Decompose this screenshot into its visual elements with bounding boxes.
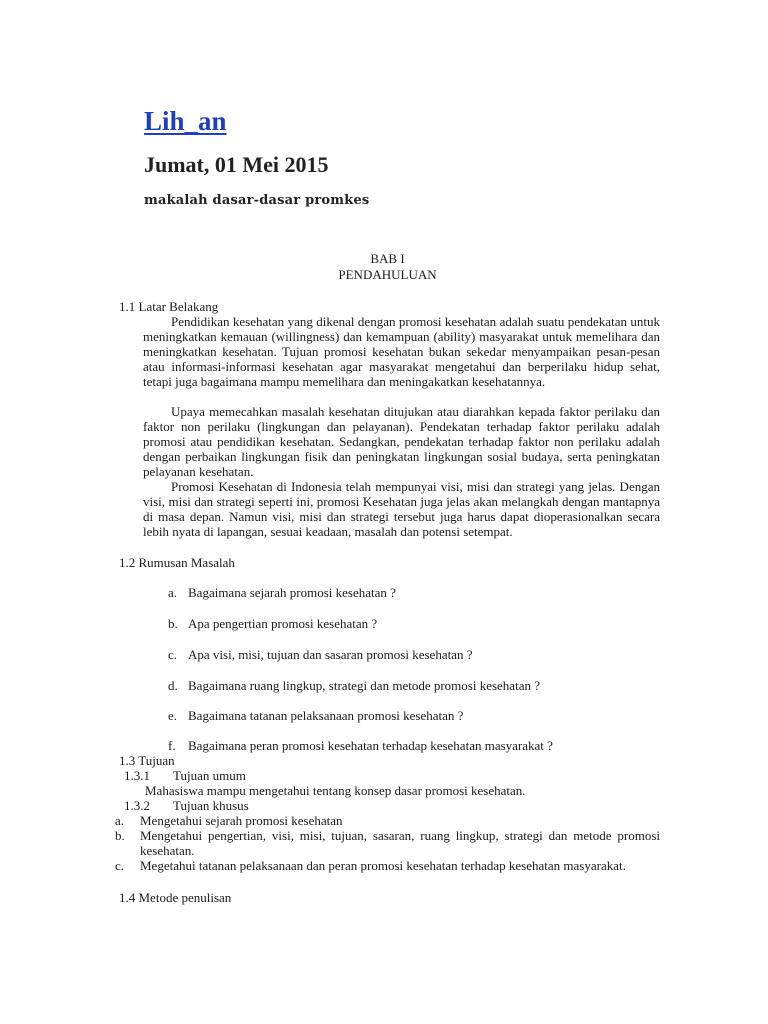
list-item-text: Bagaimana ruang lingkup, strategi dan metode promosi kesehatan ?	[188, 678, 540, 693]
list-item-text: Apa visi, misi, tujuan dan sasaran promosi kesehatan ?	[188, 647, 473, 662]
chapter-title: PENDAHULUAN	[338, 267, 437, 282]
list-item-text: Bagaimana tatanan pelaksanaan promosi kesehatan ?	[188, 708, 464, 723]
list-marker: b.	[115, 828, 125, 843]
list-marker: e.	[168, 708, 178, 723]
section-heading-1-4: 1.4 Metode penulisan	[119, 890, 232, 905]
list-marker: c.	[115, 858, 125, 873]
list-item-text: Mengetahui sejarah promosi kesehatan	[140, 813, 343, 828]
paragraph-latar-belakang-2: Upaya memecahkan masalah kesehatan ditujukan atau diarahkan kepada faktor perilaku dan faktor non perilaku (lingkungan dan pelayanan). Pendekatan terhadap faktor perilaku adalah promosi atau pendidikan kesehatan. Sedangkan, pendekatan terhadap faktor non perilaku adalah dengan perbaikan lingkungan fisik dan peningkatan lingkungan sosial budaya, serta peningkatan pelayanan kesehatan.	[143, 404, 660, 479]
chapter-number: BAB I	[370, 251, 405, 266]
subsection-number-1-3-1: 1.3.1	[124, 768, 150, 783]
list-marker: b.	[168, 616, 178, 631]
list-marker: a.	[115, 813, 125, 828]
list-marker: f.	[168, 738, 176, 753]
section-heading-1-1: 1.1 Latar Belakang	[119, 299, 219, 314]
list-marker: c.	[168, 647, 178, 662]
post-date: Jumat, 01 Mei 2015	[144, 152, 329, 177]
blog-title-link[interactable]: Lih_an	[144, 106, 227, 136]
list-marker: d.	[168, 678, 178, 693]
list-item-text: Bagaimana sejarah promosi kesehatan ?	[188, 585, 396, 600]
list-item-text: Megetahui tatanan pelaksanaan dan peran promosi kesehatan terhadap kesehatan masyarakat.	[140, 858, 626, 873]
section-heading-1-2: 1.2 Rumusan Masalah	[119, 555, 235, 570]
list-item-text: Mengetahui pengertian, visi, misi, tujuan, sasaran, ruang lingkup, strategi dan metode promosi kesehatan.	[140, 828, 660, 858]
paragraph-latar-belakang-1: Pendidikan kesehatan yang dikenal dengan promosi kesehatan adalah suatu pendekatan untuk meningkatkan kemauan (willingness) dan kemampuan (ability) masyarakat untuk memelihara dan meningkatkan kesehatan. Tujuan promosi kesehatan bukan sekedar menyampaikan pesan-pesan atau informasi-informasi kesehatan agar masyarakat mengetahui dan berperilaku hidup sehat, tetapi juga bagaimana mampu memelihara dan meningakatkan kesehatannya.	[143, 314, 660, 389]
list-item-text: Apa pengertian promosi kesehatan ?	[188, 616, 378, 631]
subsection-heading-1-3-1: Tujuan umum	[173, 768, 246, 783]
tujuan-umum-text: Mahasiswa mampu mengetahui tentang konsep dasar promosi kesehatan.	[145, 783, 526, 798]
subsection-number-1-3-2: 1.3.2	[124, 798, 150, 813]
section-heading-1-3: 1.3 Tujuan	[119, 753, 175, 768]
post-title: makalah dasar-dasar promkes	[144, 193, 370, 208]
list-marker: a.	[168, 585, 178, 600]
list-item-text: Bagaimana peran promosi kesehatan terhadap kesehatan masyarakat ?	[188, 738, 553, 753]
paragraph-latar-belakang-3: Promosi Kesehatan di Indonesia telah mempunyai visi, misi dan strategi yang jelas. Dengan visi, misi dan strategi seperti ini, promosi Kesehatan juga jelas akan melangkah dengan mantapnya di masa depan. Namun visi, misi dan strategi tersebut juga harus dapat dioperasionalkan secara lebih nyata di lapangan, sesuai keadaan, masalah dan potensi setempat.	[143, 479, 660, 539]
subsection-heading-1-3-2: Tujuan khusus	[173, 798, 249, 813]
